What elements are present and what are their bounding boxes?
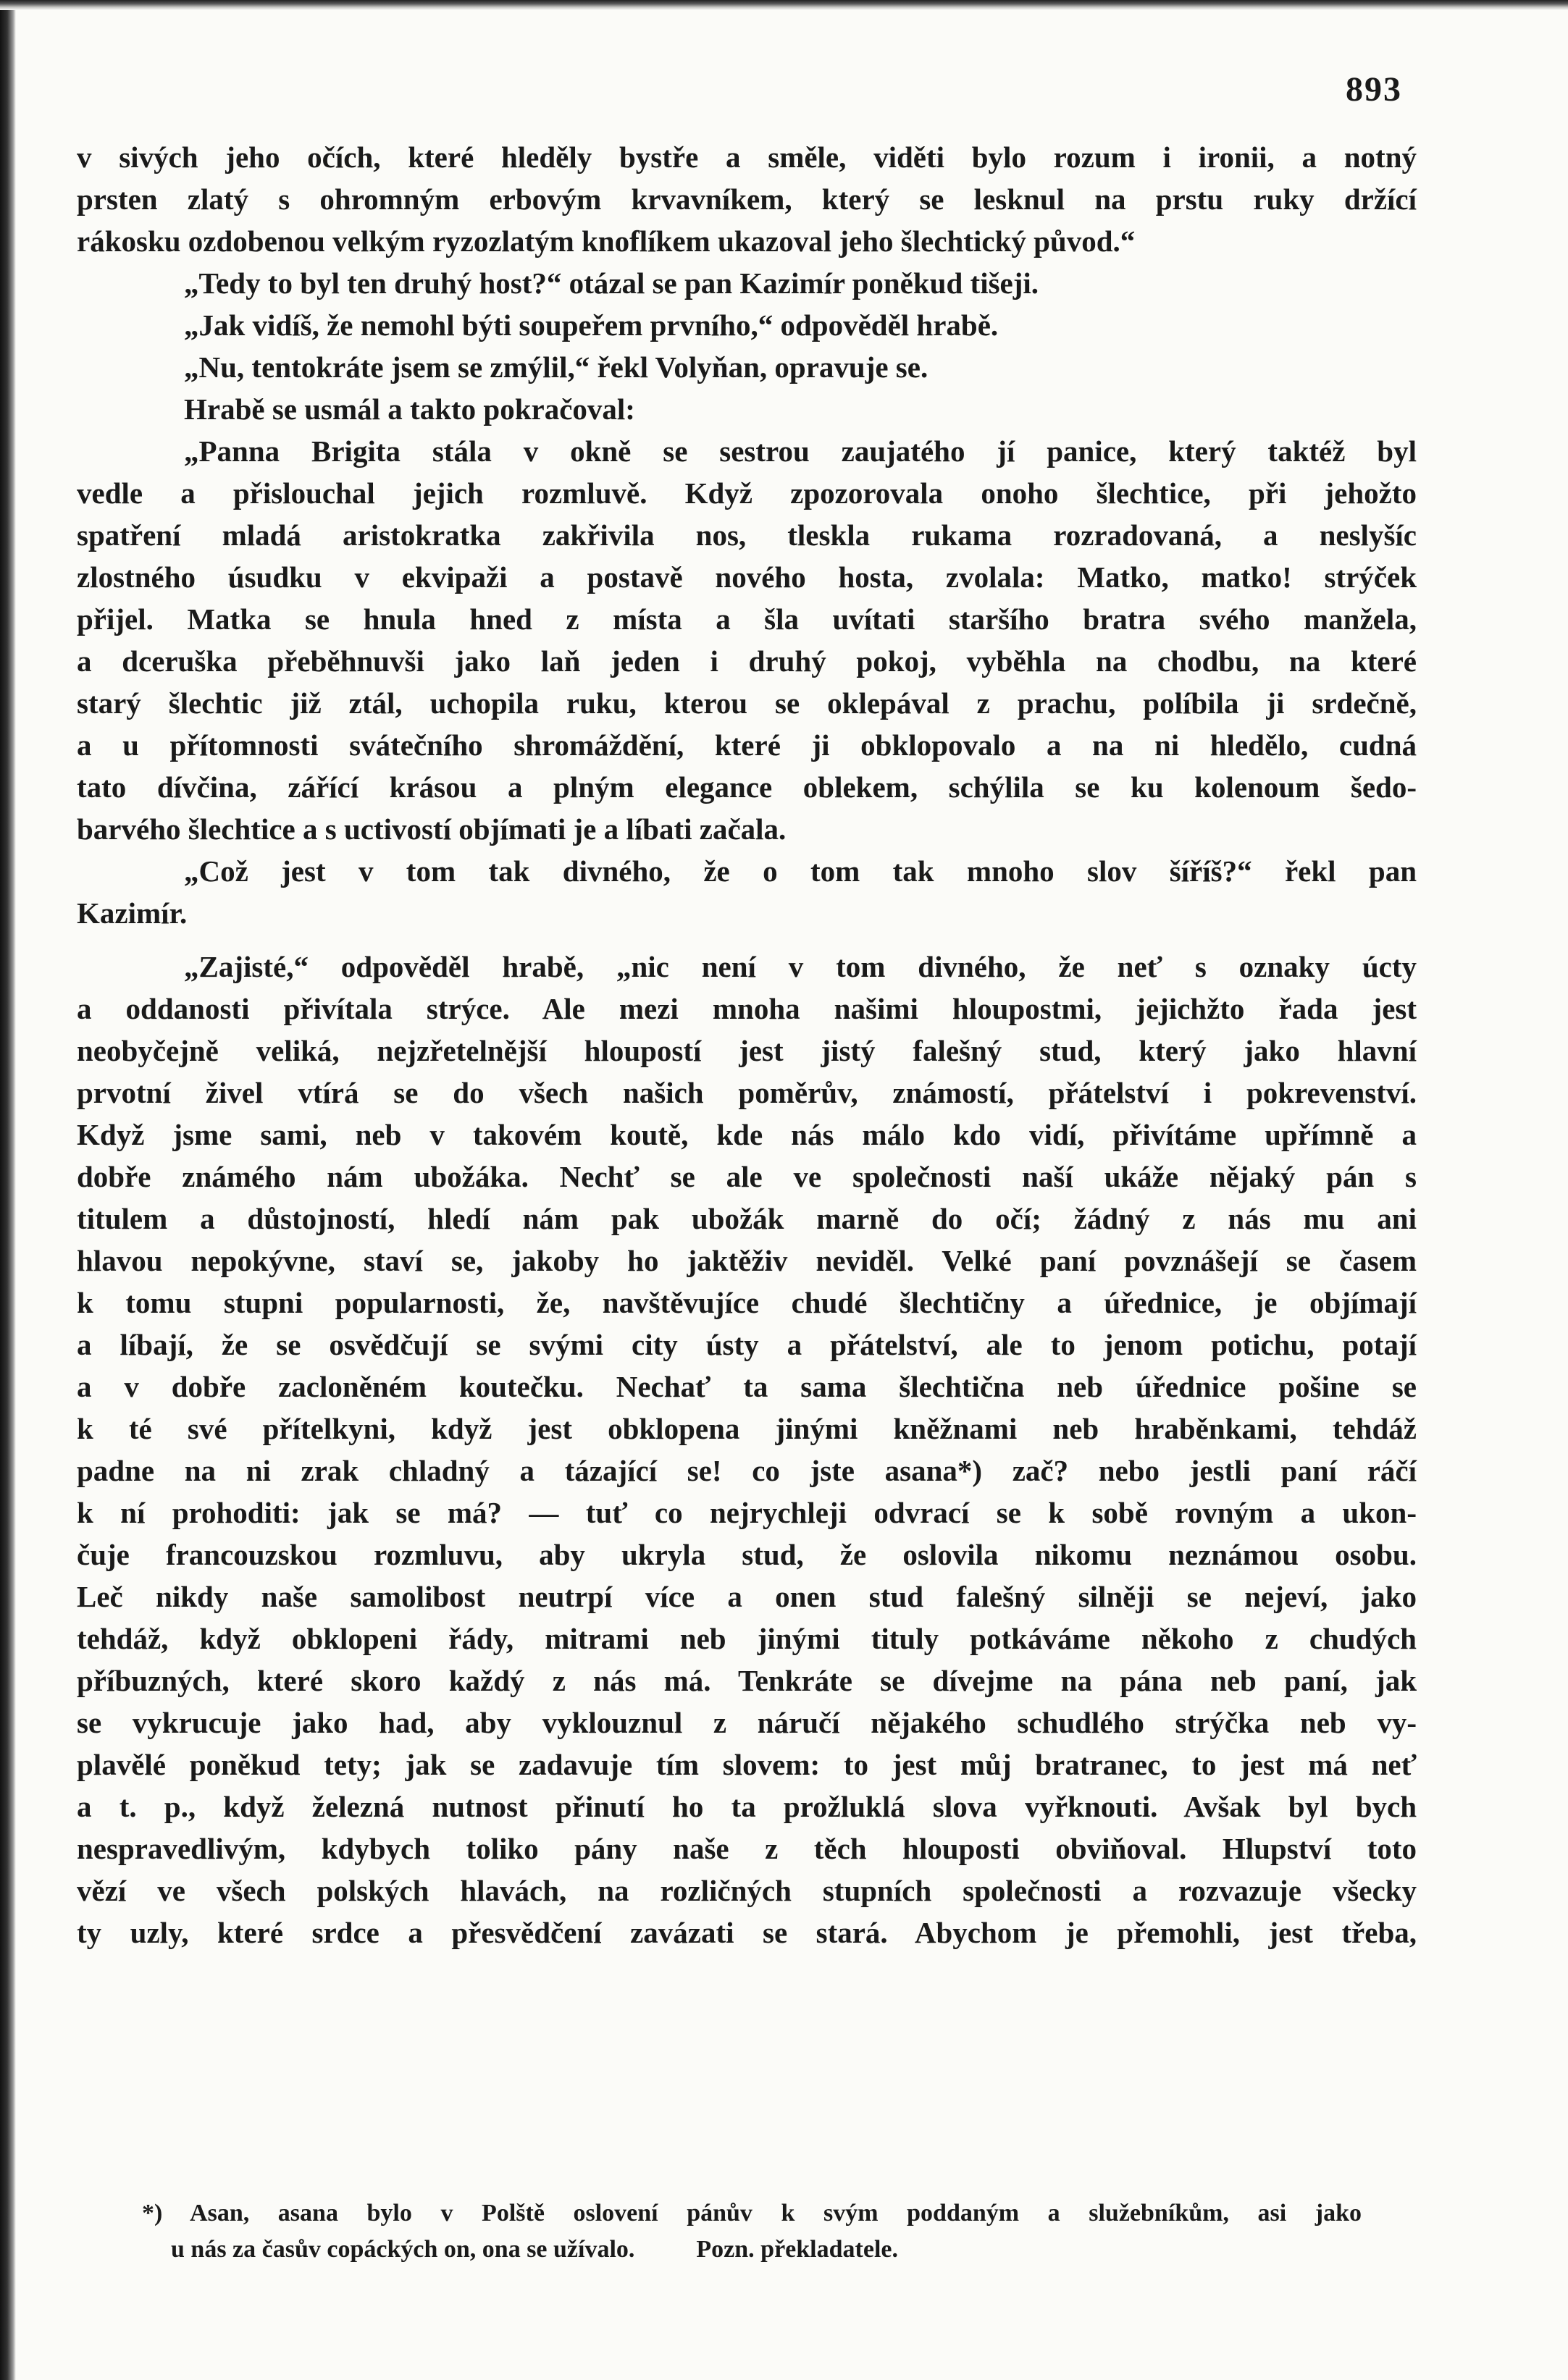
text-line: „Jak vidíš, že nemohl býti soupeřem prvního,“ odpověděl hrabě. (184, 308, 999, 342)
text-line: ty uzly, které srdce a přesvědčení zavázati se stará. Abychom je přemohli, jest třeba, (77, 1916, 1417, 1949)
text-line: spatření mladá aristokratka zakřivila nos, tleskla rukama rozradovaná, a neslyšíc (77, 518, 1417, 552)
page-edge-left (0, 0, 16, 2380)
text-line: a oddanosti přivítala strýce. Ale mezi mnoha našimi hloupostmi, jejichžto řada jest (77, 992, 1417, 1025)
text-line: padne na ni zrak chladný a tázající se! co jste asana*) zač? nebo jestli paní ráčí (77, 1454, 1417, 1487)
text-line: plavělé poněkud tety; jak se zadavuje tím slovem: to jest můj bratranec, to jest má neť (77, 1748, 1417, 1781)
text-line: „Tedy to byl ten druhý host?“ otázal se pan Kazimír poněkud tišeji. (184, 266, 1039, 300)
text-line: „Nu, tentokráte jsem se zmýlil,“ řekl Volyňan, opravuje se. (184, 350, 928, 384)
text-line: Hrabě se usmál a takto pokračoval: (184, 392, 635, 426)
footnote-line: *) Asan, asana bylo v Polště oslovení pánův k svým poddaným a služebníkům, asi jako (142, 2200, 1362, 2226)
text-line: a t. p., když železná nutnost přinutí ho ta prožluklá slova vyřknouti. Avšak byl bych (77, 1790, 1417, 1823)
text-line: neobyčejně veliká, nejzřetelnější hloupostí jest jistý falešný stud, který jako hlavní (77, 1034, 1417, 1067)
text-line: Kazimír. (77, 896, 188, 930)
text-line: zlostného úsudku v ekvipaži a postavě nového hosta, zvolala: Matko, matko! strýček (77, 560, 1417, 594)
text-line: prsten zlatý s ohromným erbovým krvavníkem, který se lesknul na prstu ruky držící (77, 182, 1417, 216)
text-line: rákosku ozdobenou velkým ryzozlatým knoflíkem ukazoval jeho šlechtický původ.“ (77, 224, 1136, 258)
text-line: k té své přítelkyni, když jest obklopena jinými kněžnami neb hraběnkami, tehdáž (77, 1412, 1417, 1445)
text-line: titulem a důstojností, hledí nám pak ubožák marně do očí; žádný z nás mu ani (77, 1202, 1417, 1235)
text-line: „Zajisté,“ odpověděl hrabě, „nic není v tom divného, že neť s oznaky úcty (184, 950, 1417, 983)
text-line: starý šlechtic již ztál, uchopila ruku, kterou se oklepával z prachu, políbila ji srdečně, (77, 686, 1417, 720)
text-line: se vykrucuje jako had, aby vyklouznul z náručí nějakého schudlého strýčka neb vy- (77, 1706, 1417, 1739)
text-line: „Což jest v tom tak divného, že o tom tak mnoho slov šíříš?“ řekl pan (184, 854, 1417, 888)
text-line: přijel. Matka se hnula hned z místa a šla uvítati staršího bratra svého manžela, (77, 602, 1417, 636)
text-line: čuje francouzskou rozmluvu, aby ukryla stud, že oslovila nikomu neznámou osobu. (77, 1538, 1417, 1571)
text-line: tato dívčina, zářící krásou a plným elegance oblekem, schýlila se ku kolenoum šedo- (77, 770, 1417, 804)
text-line: Když jsme sami, neb v takovém koutě, kde nás málo kdo vidí, přivítáme upřímně a (77, 1118, 1417, 1151)
text-line: a v dobře zacloněném koutečku. Nechať ta sama šlechtična neb úřednice pošine se (77, 1370, 1417, 1403)
text-line: barvého šlechtice a s uctivostí objímati je a líbati začala. (77, 812, 787, 846)
text-line: vězí ve všech polských hlavách, na rozličných stupních společnosti a rozvazuje všecky (77, 1874, 1417, 1907)
page-number: 893 (1346, 70, 1402, 109)
text-line: Leč nikdy naše samolibost neutrpí více a onen stud falešný silněji se nejeví, jako (77, 1580, 1417, 1613)
text-line: k tomu stupni popularnosti, že, navštěvujíce chudé šlechtičny a úřednice, je objímají (77, 1286, 1417, 1319)
text-line: a líbají, že se osvědčují se svými city ústy a přátelství, ale to jenom potichu, potají (77, 1328, 1417, 1361)
text-line: a dceruška přeběhnuvši jako laň jeden i druhý pokoj, vyběhla na chodbu, na které (77, 644, 1417, 678)
text-line: dobře známého nám ubožáka. Nechť se ale ve společnosti naší ukáže nějaký pán s (77, 1160, 1417, 1193)
footnote (77, 2195, 1362, 2268)
text-line: hlavou nepokývne, staví se, jakoby ho jaktěživ neviděl. Velké paní povznášejí se časem (77, 1244, 1417, 1277)
text-line: vedle a přislouchal jejich rozmluvě. Když zpozorovala onoho šlechtice, při jehožto (77, 476, 1417, 510)
body-text (77, 136, 1417, 1954)
text-line: a u přítomnosti svátečního shromáždění, které ji obklopovalo a na ni hledělo, cudná (77, 728, 1417, 762)
text-line: k ní prohoditi: jak se má? — tuť co nejrychleji odvrací se k sobě rovným a ukon- (77, 1496, 1417, 1529)
footnote-line: u nás za časův copáckých on, ona se užívalo. Pozn. překladatele. (171, 2236, 898, 2263)
text-line: příbuzných, které skoro každý z nás má. Tenkráte se dívejme na pána neb paní, jak (77, 1664, 1417, 1697)
text-line: tehdáž, když obklopeni řády, mitrami neb jinými tituly potkáváme někoho z chudých (77, 1622, 1417, 1655)
text-line: „Panna Brigita stála v okně se sestrou zaujatého jí panice, který taktéž byl (184, 434, 1417, 468)
text-line: v sivých jeho očích, které hleděly bystře a směle, viděti bylo rozum i ironii, a notný (77, 140, 1417, 174)
text-line: nespravedlivým, kdybych toliko pány naše z těch hlouposti obviňoval. Hlupství toto (77, 1832, 1417, 1865)
page-edge-top (0, 0, 1568, 10)
text-line: prvotní živel vtírá se do všech našich poměrův, známostí, přátelství i pokrevenství. (77, 1076, 1417, 1109)
